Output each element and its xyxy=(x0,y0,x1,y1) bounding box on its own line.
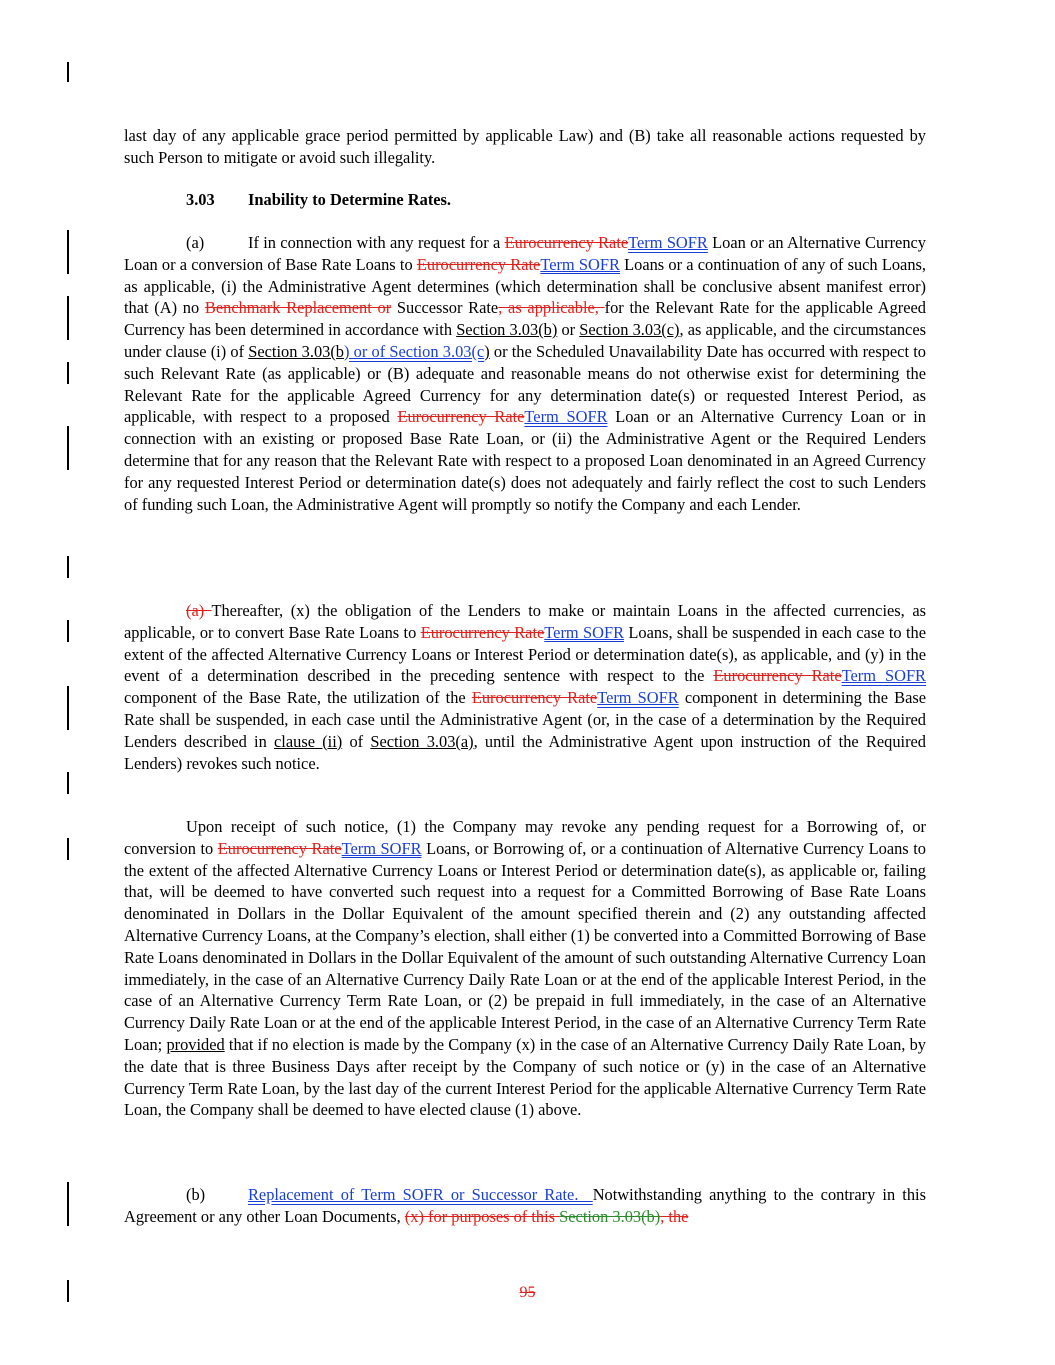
inserted-text: ) or of Section 3.03(c xyxy=(343,341,485,361)
paragraph-thereafter: (a) Thereafter, (x) the obligation of the Lenders to make or maintain Loans in the affected currencies, as applicable, or to convert Base Rate Loans to Eurocurrency RateTerm SOFR Loans, shall be suspended in each case to the extent of the affected Alternative Currency Loans or Interest Period or determination date(s), as applicable, and (y) in the event of a determination described in the preceding sentence with respect to the Eurocurrency RateTerm SOFR component of the Base Rate, the utilization of the Eurocurrency RateTerm SOFR component in determining the Base Rate shall be suspended, in each case until the Administrative Agent (or, in the case of a determination by the Required Lenders described in clause (ii) of Section 3.03(a), until the Administrative Agent upon instruction of the Required Lenders) revokes such notice. xyxy=(124,601,927,773)
section-reference: Section 3.03(b) xyxy=(456,320,558,340)
change-bar xyxy=(67,686,69,730)
deleted-text: , as applicable, xyxy=(498,298,605,318)
inserted-text: Term SOFR xyxy=(341,838,422,858)
change-bar xyxy=(67,620,69,642)
change-bar xyxy=(67,556,69,578)
inserted-text: Term SOFR xyxy=(628,233,708,252)
deleted-text: Eurocurrency Rate xyxy=(217,838,342,858)
deleted-text: Eurocurrency Rate xyxy=(471,688,598,708)
deleted-text: Benchmark Replacement or xyxy=(204,298,392,318)
inserted-text: Term SOFR xyxy=(597,688,679,708)
change-bar xyxy=(67,362,69,384)
paragraph-b: (b) Replacement of Term SOFR or Successor Rate. Notwithstanding anything to the contrary in this Agreement or any other Loan Documents, (x) for purposes of this Section 3.03(b), the xyxy=(124,1185,926,1226)
section-reference: Section 3.03(b xyxy=(248,341,344,361)
paragraph-a: (a) If in connection with any request for a Eurocurrency RateTerm SOFR Loan or an Alternative Currency Loan or a conversion of Base Rate Loans to Eurocurrency RateTerm SOFR Loans or a continuation of any of such Loans, as applicable, (i) the Administrative Agent determines (which determination shall be conclusive absent manifest error) that (A) no Benchmark Replacement or Successor Rate, as applicable, for the Relevant Rate for the applicable Agreed Currency has been determined in accordance with Section 3.03(b) or Section 3.03(c), as applicable, and the circumstances under clause (i) of Section 3.03(b) or of Section 3.03(c) or the Scheduled Unavailability Date has occurred with respect to such Relevant Rate (as applicable) or (B) adequate and reasonable means do not otherwise exist for determining the Relevant Rate for the applicable Agreed Currency for any determination date(s) or requested Interest Period, as applicable, with respect to a proposed Eurocurrency RateTerm SOFR Loan or an Alternative Currency Loan or in connection with an existing or proposed Base Rate Loan, or (ii) the Administrative Agent or the Required Lenders determine that for any reason that the Relevant Rate with respect to a proposed Loan denominated in an Agreed Currency for any requested Interest Period or determination date(s) does not adequately and fairly reflect the cost to such Lenders of funding such Loan, the Administrative Agent will promptly so notify the Company and each Lender. xyxy=(124,233,926,514)
inserted-text: Term SOFR xyxy=(540,254,620,274)
inserted-text: Term SOFR xyxy=(524,407,608,427)
paragraph-upon-receipt: Upon receipt of such notice, (1) the Company may revoke any pending request for a Borrowing of, or conversion to Eurocurrency RateTerm SOFR Loans, or Borrowing of, or a continuation of Alternative Currency Loans to the extent of the affected Alternative Currency Loans or Interest Period or determination date(s), as applicable or, failing that, will be deemed to have converted such request into a request for a Committed Borrowing of Base Rate Loans denominated in Dollars in the Dollar Equivalent of the amount specified therein and (2) any outstanding affected Alternative Currency Loans, at the Company’s election, shall either (1) be converted into a Committed Borrowing of Base Rate Loans denominated in Dollars in the Dollar Equivalent of the amount of such outstanding Alternative Currency Loan immediately, in the case of an Alternative Currency Daily Rate Loan or at the end of the applicable Interest Period, in the case of an Alternative Currency Term Rate Loan, or (2) be prepaid in full immediately, in the case of an Alternative Currency Daily Rate Loan or at the end of the applicable Interest Period, in the case of an Alternative Currency Term Rate Loan; provided that if no election is made by the Company (x) in the case of an Alternative Currency Daily Rate Loan, by the date that is three Business Days after receipt by the Company of such notice or (y) in the case of an Alternative Currency Term Rate Loan, by the last day of the current Interest Period for the applicable Alternative Currency Term Rate Loan, the Company shall be deemed to have elected clause (1) above. xyxy=(124,817,926,1120)
deleted-text: , the xyxy=(660,1206,689,1226)
section-reference: ) xyxy=(484,341,490,361)
inserted-text: Term SOFR xyxy=(544,622,625,642)
change-bar xyxy=(67,62,69,82)
change-bar xyxy=(67,296,69,340)
moved-deleted-text: Section 3.03(b) xyxy=(559,1206,661,1226)
deleted-text: (x) for purposes of this xyxy=(404,1206,560,1226)
section-title: Inability to Determine Rates. xyxy=(248,190,452,209)
deleted-text: Eurocurrency Rate xyxy=(397,407,525,427)
inserted-text: Term SOFR xyxy=(841,666,926,686)
paragraph-continuation xyxy=(124,125,926,169)
clause-reference: clause (ii) xyxy=(274,731,343,751)
change-bar xyxy=(67,426,69,470)
section-number: 3.03 xyxy=(186,190,215,209)
deleted-text: Eurocurrency Rate xyxy=(420,622,545,642)
deleted-text: Eurocurrency Rate xyxy=(504,233,629,252)
inserted-heading: Replacement of Term SOFR or Successor Rate. xyxy=(248,1185,593,1204)
deleted-text: (a) xyxy=(186,601,212,620)
section-heading xyxy=(186,190,451,210)
change-bar xyxy=(67,838,69,860)
change-bar xyxy=(67,1182,69,1226)
section-reference: Section 3.03(a) xyxy=(370,731,474,751)
clause-label: (a) xyxy=(186,233,205,252)
change-bar xyxy=(67,230,69,274)
deleted-text: Eurocurrency Rate xyxy=(416,254,541,274)
provided-term: provided xyxy=(166,1034,225,1054)
change-bar xyxy=(67,772,69,794)
deleted-text: Eurocurrency Rate xyxy=(713,666,842,686)
paragraph-text: last day of any applicable grace period permitted by applicable Law) and (B) take all reasonable actions requested by such Person to mitigate or avoid such illegality. xyxy=(124,126,926,167)
page-number: 95 xyxy=(519,1284,536,1301)
clause-label: (b) xyxy=(186,1185,206,1204)
section-reference: Section 3.03(c) xyxy=(579,320,680,340)
